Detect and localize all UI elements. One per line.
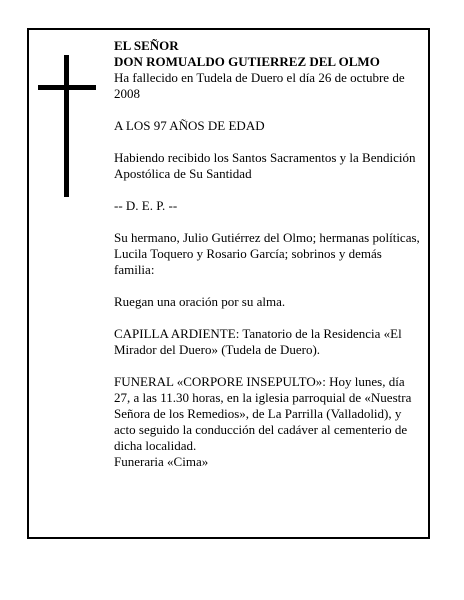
death-notice: Ha fallecido en Tudela de Duero el día 26 de octubre de 2008 [114,70,405,101]
cross-icon [38,55,96,197]
funeral-home-line: Funeraria «Cima» [114,454,209,469]
deceased-name: DON ROMUALDO GUTIERREZ DEL OLMO [114,54,380,69]
cross-horizontal-bar [38,85,96,90]
header-block [114,38,422,70]
age-line: A LOS 97 AÑOS DE EDAD [114,118,265,133]
header-title: EL SEÑOR [114,38,179,53]
rip-line: -- D. E. P. -- [114,198,178,213]
prayer-line: Ruegan una oración por su alma. [114,294,286,309]
family-line: Su hermano, Julio Gutiérrez del Olmo; hermanas políticas, Lucila Toquero y Rosario García; sobrinos y demás familia: [114,230,420,277]
obituary-text [114,38,422,470]
sacraments-line: Habiendo recibido los Santos Sacramentos y la Bendición Apostólica de Su Santidad [114,150,416,181]
funeral-line: FUNERAL «CORPORE INSEPULTO»: Hoy lunes, día 27, a las 11.30 horas, en la iglesia parroquial de «Nuestra Señora de los Remedios», de La Parrilla (Valladolid), y acto seguido la conducción del cadáver al cementerio de dicha localidad. [114,374,412,453]
chapel-line: CAPILLA ARDIENTE: Tanatorio de la Residencia «El Mirador del Duero» (Tudela de Duero). [114,326,402,357]
cross-vertical-bar [64,55,69,197]
